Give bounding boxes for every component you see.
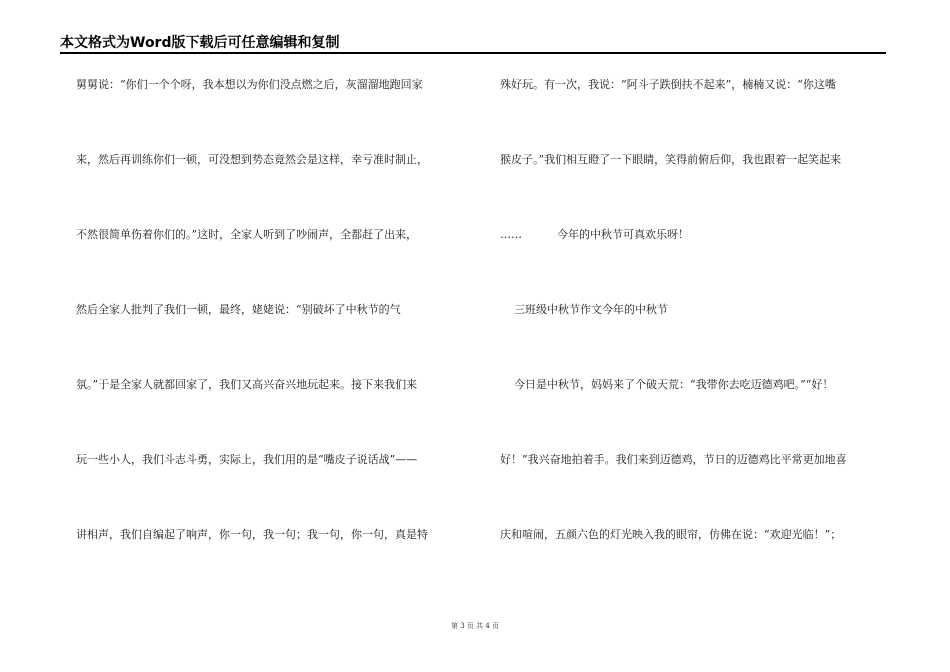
body-text-line: …… 今年的中秋节可真欢乐呀！ xyxy=(500,228,689,241)
body-text-line: 猴皮子。”我们相互瞪了一下眼睛，笑得前俯后仰，我也跟着一起笑起来 xyxy=(500,153,842,166)
body-text-line: 不然很简单伤着你们的。”这时，全家人听到了吵闹声，全都赶了出来， xyxy=(76,228,418,241)
body-text-line: 然后全家人批判了我们一顿，最终，姥姥说：“别破坏了中秋节的气 xyxy=(76,303,401,316)
page-number: 第 3 页 共 4 页 xyxy=(450,622,500,630)
header-title: 本文格式为Word版下载后可任意编辑和复制 xyxy=(60,35,340,51)
body-text-line: 氛。”于是全家人就都回家了，我们又高兴奋兴地玩起来。接下来我们来 xyxy=(76,378,418,391)
body-text-line: 今日是中秋节，妈妈来了个破天荒：“我带你去吃迈德鸡吧。”“好！ xyxy=(500,378,834,391)
header-divider xyxy=(60,52,886,54)
body-text-line: 好！”我兴奋地拍着手。我们来到迈德鸡，节日的迈德鸡比平常更加地喜 xyxy=(500,453,847,466)
body-text-line: 庆和喧闹，五颜六色的灯光映入我的眼帘，仿佛在说：“欢迎光临！”； xyxy=(500,528,842,541)
essay-title: 三班级中秋节作文今年的中秋节 xyxy=(500,303,668,316)
body-text-line: 来，然后再训练你们一顿，可没想到势态竟然会是这样，幸亏准时制止， xyxy=(76,153,428,166)
body-text-line: 殊好玩。有一次，我说：“阿斗子跌倒扶不起来”，楠楠又说：“你这嘴 xyxy=(500,78,836,91)
body-text-line: 讲相声，我们自编起了响声，你一句，我一句；我一句，你一句，真是特 xyxy=(76,528,428,541)
body-text-line: 玩一些小人，我们斗志斗勇，实际上，我们用的是“嘴皮子说话战”—— xyxy=(76,453,418,466)
page-header xyxy=(60,34,886,54)
body-text-line: 舅舅说：“你们一个个呀，我本想以为你们没点燃之后，灰溜溜地跑回家 xyxy=(76,78,423,91)
